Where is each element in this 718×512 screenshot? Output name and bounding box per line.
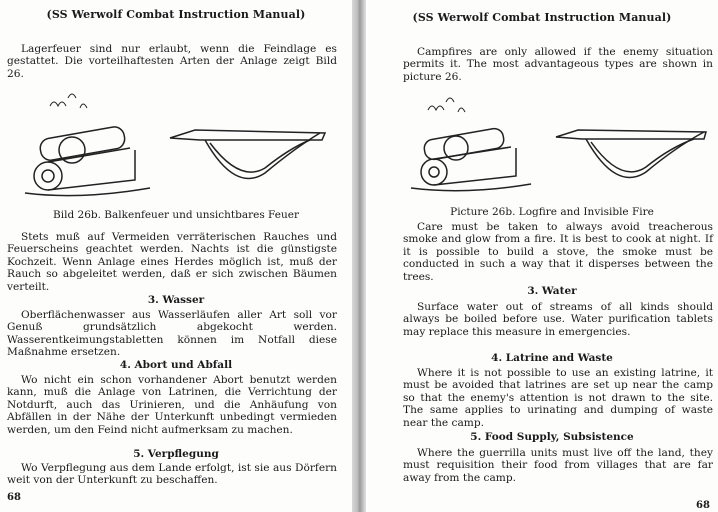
paragraph-food: Where the guerrilla units must live off the land, they must requisition their food from villages that are far away from the camp. xyxy=(403,447,713,484)
paragraph-latrine: Wo nicht ein schon vorhandener Abort benutzt werden kann, muß die Anlage von Latrinen, die Verrichtung der Notdurft, auch das Urinieren, und die Anhäufung von Abfällen in der Nähe der Unterkunft unbedingt vermieden werden, um den Feind nicht aufmerksam zu machen. xyxy=(7,374,337,436)
heading-water: 3. Wasser xyxy=(147,294,205,306)
page-number: 68 xyxy=(7,492,21,503)
left-page-german xyxy=(0,0,352,512)
page-number: 68 xyxy=(696,500,710,511)
running-header: (SS Werwolf Combat Instruction Manual) xyxy=(46,8,306,21)
figure-caption: Bild 26b. Balkenfeuer und unsichtbares Feuer xyxy=(53,209,299,221)
heading-latrine: 4. Abort und Abfall xyxy=(119,359,233,371)
heading-food: 5. Food Supply, Subsistence xyxy=(470,431,634,443)
running-header: (SS Werwolf Combat Instruction Manual) xyxy=(412,11,672,24)
figure-caption: Picture 26b. Logfire and Invisible Fire xyxy=(450,206,654,218)
paragraph-latrine: Where it is not possible to use an existing latrine, it must be avoided that latrines are set up near the camp so that the enemy's attention is not drawn to the site. The same applies to urinating and dumping of waste near the camp. xyxy=(403,367,713,429)
heading-water: 3. Water xyxy=(527,285,577,297)
paragraph-campfires: Campfires are only allowed if the enemy situation permits it. The most advantageous types are shown in picture 26. xyxy=(403,46,713,83)
heading-latrine: 4. Latrine and Waste xyxy=(491,352,613,364)
paragraph-water: Oberflächenwasser aus Wasserläufen aller Art soll vor Genuß grundsätzlich abgekocht werden. Wasserentkeimungstabletten können im Notfall diese Maßnahme ersetzen. xyxy=(7,309,337,359)
paragraph-smoke: Stets muß auf Vermeiden verräterischen Rauches und Feuerscheins geachtet werden. Nachts ist die günstigste Kochzeit. Wenn Anlage eines Herdes möglich ist, muß der Rauch so abgeleitet werden, daß er sich zwischen Bäumen verteilt. xyxy=(7,231,337,293)
book-gutter xyxy=(352,0,366,512)
logfire-illustration xyxy=(406,92,716,202)
right-page-english xyxy=(366,0,718,512)
paragraph-food: Wo Verpflegung aus dem Lande erfolgt, ist sie aus Dörfern weit von der Unterkunft zu beschaffen. xyxy=(7,462,337,487)
paragraph-campfires: Lagerfeuer sind nur erlaubt, wenn die Feindlage es gestattet. Die vorteilhaftesten Arten der Anlage zeigt Bild 26. xyxy=(7,43,337,80)
logfire-illustration xyxy=(20,88,335,208)
paragraph-smoke: Care must be taken to always avoid treacherous smoke and glow from a fire. It is best to cook at night. If it is possible to build a stove, the smoke must be conducted in such a way that it disperses between the trees. xyxy=(403,221,713,283)
paragraph-water: Surface water out of streams of all kinds should always be boiled before use. Water purification tablets may replace this measure in emergencies. xyxy=(403,301,713,338)
heading-food: 5. Verpflegung xyxy=(133,448,219,460)
